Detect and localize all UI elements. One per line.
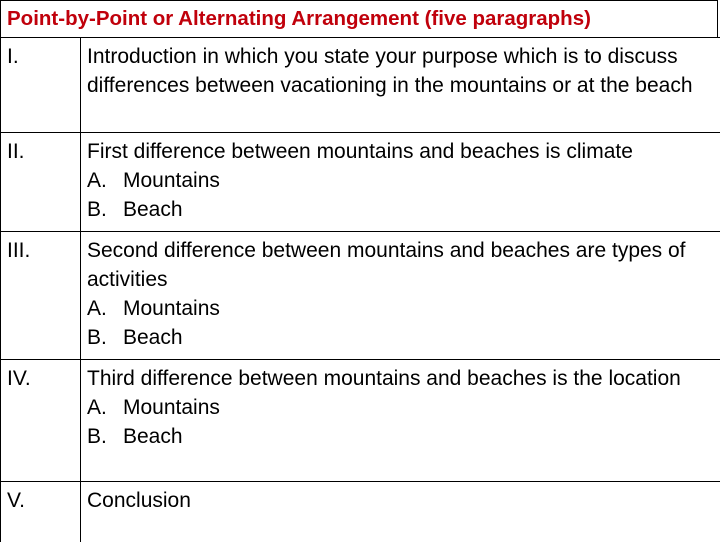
sub-point — [87, 422, 720, 451]
sub-point — [87, 323, 720, 352]
sub-point — [87, 294, 720, 323]
row-description — [81, 360, 720, 482]
row-numeral: II. — [1, 133, 81, 232]
sub-point-letter: A. — [87, 294, 123, 323]
sub-point-letter: A. — [87, 166, 123, 195]
sub-point-letter: A. — [87, 393, 123, 422]
slide-title: Point-by-Point or Alternating Arrangement (five paragraphs) — [0, 0, 718, 37]
outline-row-2 — [1, 133, 720, 232]
row-numeral: III. — [1, 232, 81, 360]
sub-point-label: Beach — [123, 425, 183, 448]
row-description — [81, 482, 720, 542]
sub-point-letter: B. — [87, 422, 123, 451]
sub-point-label: Beach — [123, 198, 183, 221]
row-text: Third difference between mountains and beaches is the location — [87, 367, 681, 390]
sub-point-label: Mountains — [123, 169, 220, 192]
row-text: Conclusion — [87, 489, 191, 512]
row-numeral: I. — [1, 38, 81, 133]
sub-point — [87, 195, 720, 224]
row-numeral: IV. — [1, 360, 81, 482]
row-description — [81, 232, 720, 360]
outline-row-1 — [1, 38, 720, 133]
sub-point-letter: B. — [87, 195, 123, 224]
sub-point-label: Mountains — [123, 297, 220, 320]
sub-point-label: Mountains — [123, 396, 220, 419]
outline-row-3 — [1, 232, 720, 360]
row-text: Introduction in which you state your purpose which is to discuss differences between vacationing in the mountains or at the beach — [87, 45, 693, 97]
row-description — [81, 38, 720, 133]
sub-point — [87, 166, 720, 195]
outline-table — [0, 37, 720, 542]
row-description — [81, 133, 720, 232]
row-text: Second difference between mountains and beaches are types of activities — [87, 239, 686, 291]
outline-row-4 — [1, 360, 720, 482]
row-text: First difference between mountains and beaches is climate — [87, 140, 633, 163]
row-numeral: V. — [1, 482, 81, 542]
sub-point-letter: B. — [87, 323, 123, 352]
sub-point — [87, 393, 720, 422]
outline-row-5 — [1, 482, 720, 542]
sub-point-label: Beach — [123, 326, 183, 349]
